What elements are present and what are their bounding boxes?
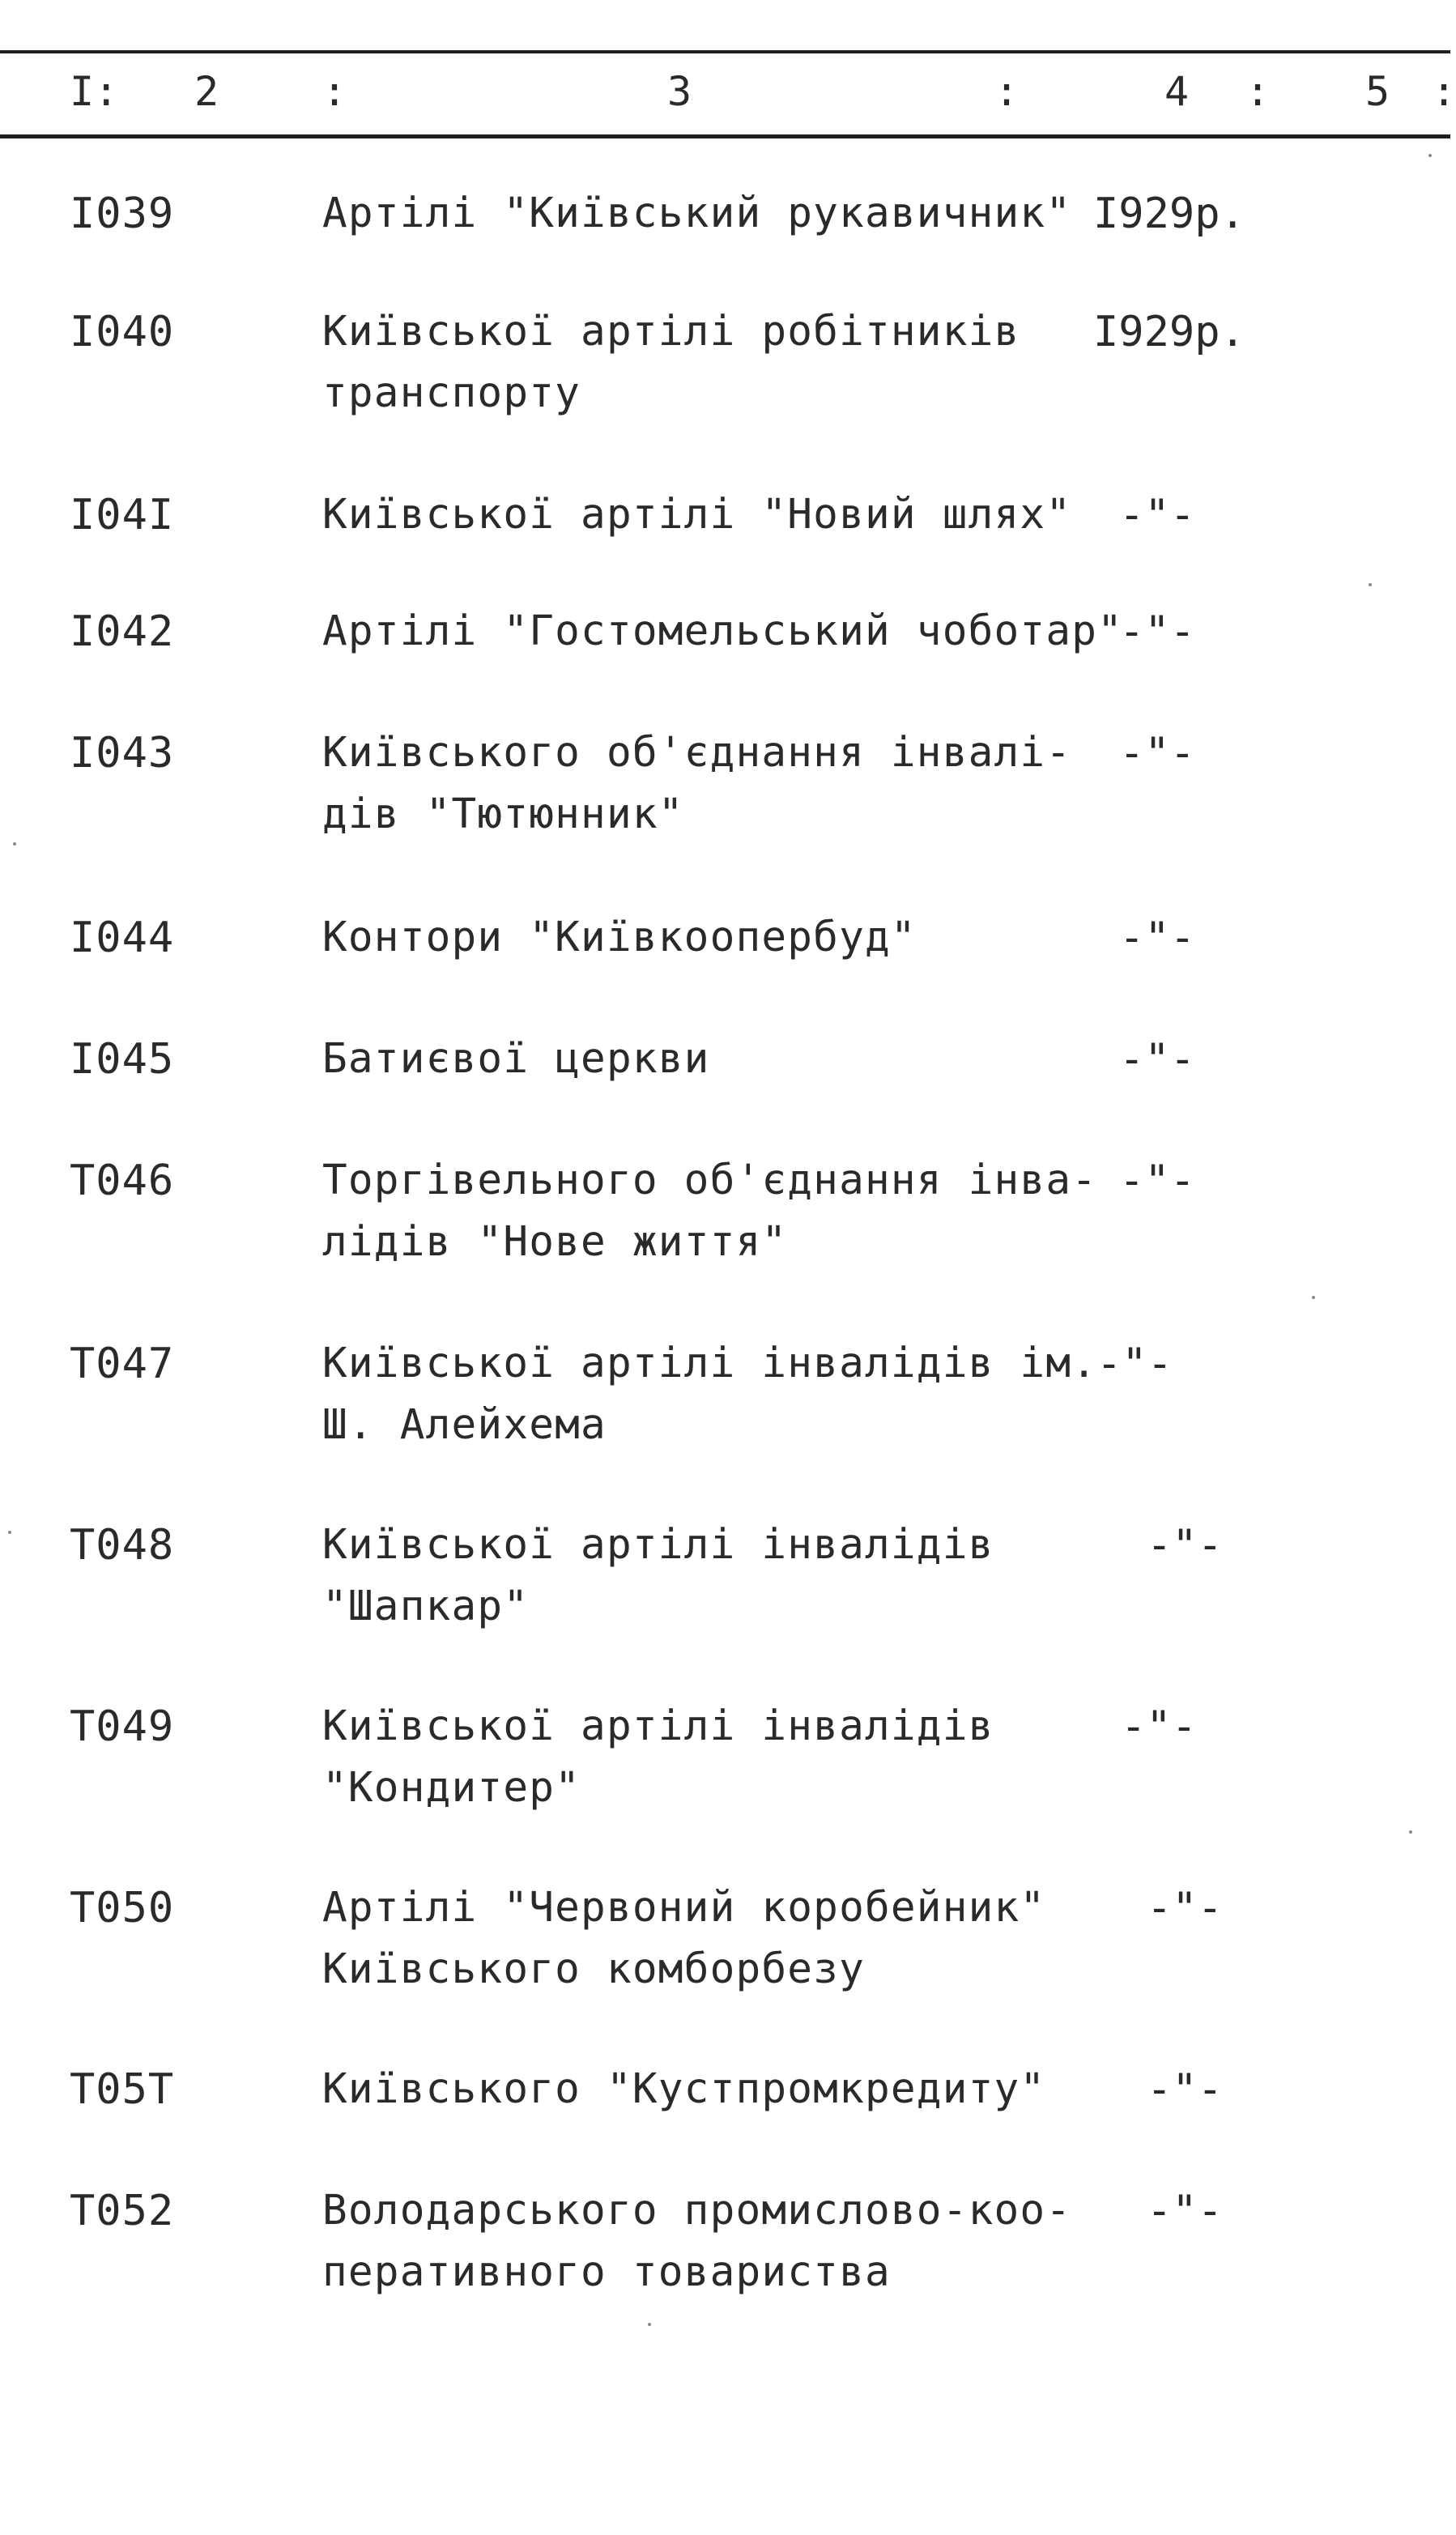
record-number: I042	[70, 607, 175, 656]
header-col-2: 2	[194, 68, 219, 115]
record-title-line-2: "Шапкар"	[322, 1583, 530, 1630]
record-date: -"-	[1119, 1157, 1195, 1205]
record-number: I04I	[70, 491, 175, 539]
record-title-line-1: Артілі "Гостомельський чоботар"	[322, 607, 1124, 655]
record-title-line-2: дів "Тютюнник"	[322, 790, 684, 838]
record-number: T046	[70, 1157, 175, 1205]
header-sep-4: :	[1432, 68, 1456, 115]
record-title-line-1: Артілі "Київський рукавичник"	[322, 190, 1072, 237]
header-sep-3: :	[1245, 68, 1271, 115]
scan-speck	[1369, 583, 1372, 586]
record-number: I045	[70, 1035, 175, 1084]
record-title-line-1: Київського "Кустпромкредиту"	[322, 2065, 1046, 2113]
record-date: -"-	[1096, 1340, 1173, 1388]
record-date: -"-	[1119, 491, 1195, 539]
header-col-3: 3	[667, 68, 692, 115]
scan-speck	[8, 1531, 11, 1534]
record-date: -"-	[1119, 1035, 1195, 1084]
scan-speck	[1428, 154, 1432, 157]
record-title-line-2: "Кондитер"	[322, 1764, 581, 1812]
record-title-line-1: Батиєвої церкви	[322, 1035, 710, 1083]
record-date: I929р.	[1093, 308, 1245, 356]
record-number: T048	[70, 1521, 175, 1570]
record-title-line-2: Ш. Алейхема	[322, 1401, 607, 1449]
record-date: -"-	[1147, 2187, 1223, 2235]
record-title-line-2: транспорту	[322, 369, 581, 417]
header-sep-1: :	[322, 68, 347, 115]
record-title-line-1: Київської артілі інвалідів	[322, 1521, 994, 1569]
header-col-5: 5	[1365, 68, 1390, 115]
record-title-line-2: Київського комборбезу	[322, 1945, 865, 1993]
record-title-line-1: Київської артілі інвалідів ім.	[322, 1340, 1098, 1387]
scan-speck	[1312, 1296, 1315, 1299]
record-date: -"-	[1147, 1884, 1223, 1932]
header-sep-2: :	[994, 68, 1020, 115]
record-title-line-1: Артілі "Червоний коробейник"	[322, 1884, 1046, 1932]
record-title-line-1: Контори "Київкоопербуд"	[322, 914, 917, 961]
scan-speck	[13, 842, 16, 846]
record-title-line-1: Володарського промислово-коо-	[322, 2187, 1072, 2235]
record-title-line-1: Київського об'єднання інвалі-	[322, 729, 1072, 777]
header-bottom-rule	[0, 134, 1450, 138]
record-number: I043	[70, 729, 175, 778]
record-number: I039	[70, 190, 175, 238]
record-date: -"-	[1147, 1521, 1223, 1570]
record-title-line-2: перативного товариства	[322, 2248, 891, 2296]
scan-speck	[648, 2323, 651, 2326]
record-date: -"-	[1119, 729, 1195, 778]
header-col-4: 4	[1164, 68, 1190, 115]
record-title-line-2: лідів "Нове життя"	[322, 1218, 788, 1266]
header-col-1: I:	[70, 68, 119, 115]
record-title-line-1: Київської артілі "Новий шлях"	[322, 491, 1072, 539]
record-number: T049	[70, 1702, 175, 1751]
record-number: I040	[70, 308, 175, 356]
record-date: -"-	[1119, 607, 1195, 656]
record-title-line-1: Київської артілі робітників	[322, 308, 1020, 356]
scan-speck	[1409, 1830, 1412, 1834]
record-date: I929р.	[1093, 190, 1245, 238]
record-number: T052	[70, 2187, 175, 2235]
record-date: -"-	[1119, 914, 1195, 962]
record-title-line-1: Київської артілі інвалідів	[322, 1702, 994, 1750]
record-number: I044	[70, 914, 175, 962]
top-rule	[0, 50, 1450, 53]
record-title-line-1: Торгівельного об'єднання інва-	[322, 1157, 1098, 1204]
record-number: T05T	[70, 2065, 175, 2114]
record-number: T050	[70, 1884, 175, 1932]
record-date: -"-	[1121, 1702, 1197, 1751]
record-date: -"-	[1147, 2065, 1223, 2114]
record-number: T047	[70, 1340, 175, 1388]
